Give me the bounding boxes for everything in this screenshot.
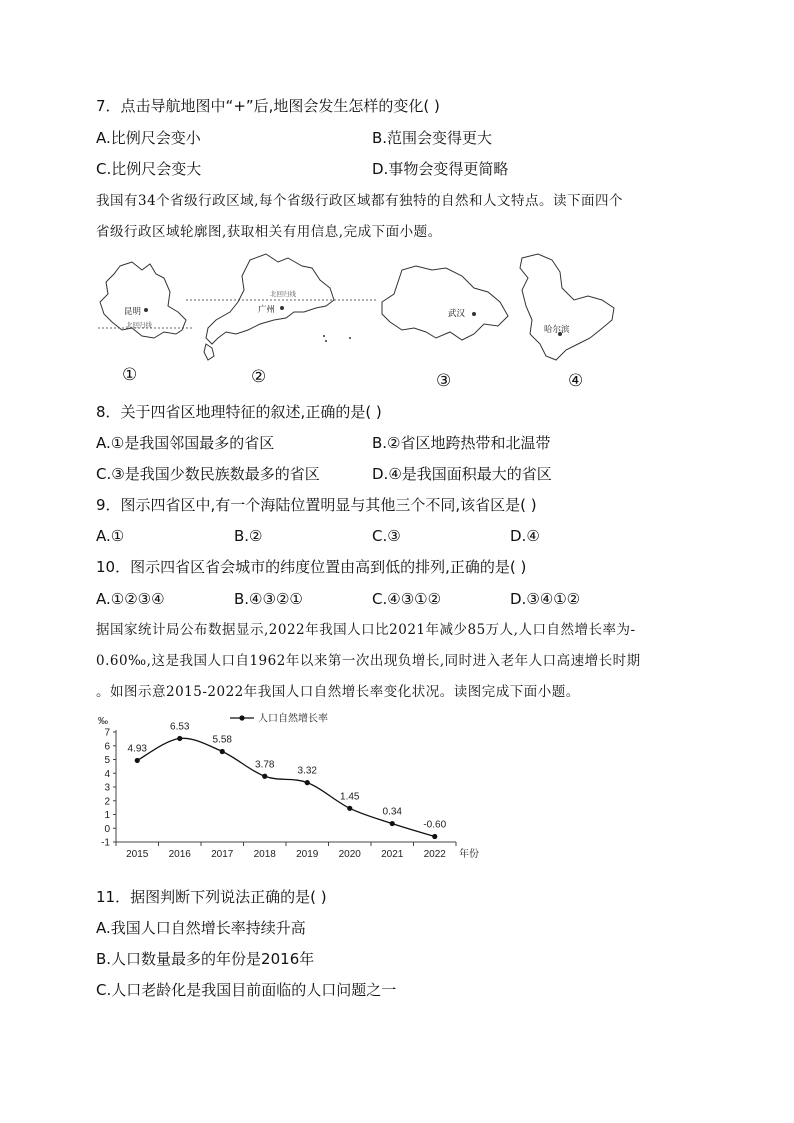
q11-stem: 11．据图判断下列说法正确的是( )	[96, 888, 327, 906]
q11-option-c: C.人口老龄化是我国目前面临的人口问题之一	[96, 981, 397, 999]
province-map-2-city: 广州	[258, 304, 276, 314]
chart-data-label: 1.45	[340, 791, 360, 803]
chart-x-tick-label: 2016	[168, 849, 191, 860]
province-map-1	[98, 262, 192, 384]
population-growth-chart	[90, 708, 490, 878]
chart-y-tick-label: 1	[104, 810, 110, 821]
population-intro-line2: 0.60‰,这是我国人口自1962年以来第一次出现负增长,同时进入老年人口高速增长时期	[96, 653, 641, 669]
q10-option-c: C.④③①②	[372, 590, 442, 608]
population-intro-line3: 。如图示意2015-2022年我国人口自然增长率变化状况。读图完成下面小题。	[96, 684, 580, 700]
q8-option-d: D.④是我国面积最大的省区	[372, 465, 552, 483]
chart-y-tick-label: -1	[101, 837, 110, 849]
q11-option-b: B.人口数量最多的年份是2016年	[96, 950, 315, 968]
chart-y-tick-label: 4	[104, 768, 110, 780]
q11-option-a: A.我国人口自然增长率持续升高	[96, 919, 306, 937]
chart-y-tick-label: 3	[104, 782, 110, 794]
chart-y-unit: ‰	[98, 716, 108, 727]
chart-y-tick-label: 7	[104, 727, 110, 739]
q7-option-d: D.事物会变得更简略	[372, 160, 509, 178]
q8-option-c: C.③是我国少数民族数最多的省区	[96, 465, 320, 483]
chart-data-point	[220, 749, 225, 754]
chart-data-point	[135, 758, 140, 763]
chart-y-tick-label: 6	[104, 741, 110, 753]
q10-option-a: A.①②③④	[96, 590, 165, 608]
province-map-4-city: 哈尔滨	[544, 324, 570, 334]
province-map-2-tropic: 北回归线	[270, 291, 296, 298]
chart-x-tick-label: 2019	[296, 849, 319, 860]
provinces-intro-line2: 省级行政区域轮廓图,获取相关有用信息,完成下面小题。	[96, 224, 442, 240]
q9-option-c: C.③	[372, 527, 401, 545]
province-map-3-city: 武汉	[448, 308, 466, 318]
chart-data-label: 0.34	[382, 806, 402, 818]
q7-option-b: B.范围会变得更大	[372, 129, 493, 147]
chart-x-tick-label: 2022	[423, 849, 446, 860]
chart-data-point	[390, 821, 395, 826]
q9-option-a: A.①	[96, 527, 125, 545]
chart-x-tick-label: 2017	[211, 849, 234, 860]
chart-data-label: -0.60	[423, 819, 447, 831]
chart-data-label: 3.78	[255, 759, 275, 771]
province-map-4	[520, 254, 614, 390]
province-map-3-number: ③	[436, 371, 452, 390]
province-map-3	[382, 266, 508, 390]
chart-y-tick-label: 5	[104, 755, 110, 766]
chart-y-tick-label: 2	[104, 796, 110, 808]
chart-x-tick-label: 2018	[253, 849, 276, 860]
q8-option-b: B.②省区地跨热带和北温带	[372, 434, 551, 452]
chart-data-point	[432, 834, 437, 839]
chart-data-point	[177, 736, 182, 741]
province-map-1-city: 昆明	[124, 306, 142, 316]
province-map-4-number: ④	[568, 371, 584, 390]
chart-data-label: 6.53	[170, 721, 190, 733]
province-map-2	[186, 254, 376, 386]
province-map-2-number: ②	[251, 367, 267, 386]
q10-stem: 10．图示四省区省会城市的纬度位置由高到低的排列,正确的是( )	[96, 558, 527, 576]
q8-stem: 8．关于四省区地理特征的叙述,正确的是( )	[96, 403, 382, 421]
chart-data-label: 5.58	[212, 734, 232, 746]
province-maps-figure	[90, 248, 630, 396]
provinces-intro-line1: 我国有34个省级行政区域,每个省级行政区域都有独特的自然和人文特点。读下面四个	[96, 193, 623, 209]
q9-option-b: B.②	[234, 527, 263, 545]
chart-x-unit: 年份	[459, 849, 479, 860]
chart-data-label: 4.93	[127, 743, 147, 755]
chart-x-tick-label: 2015	[126, 849, 149, 860]
q9-stem: 9．图示四省区中,有一个海陆位置明显与其他三个不同,该省区是( )	[96, 496, 537, 514]
chart-data-point	[347, 806, 352, 811]
chart-data-point	[262, 774, 267, 779]
q7-option-a: A.比例尺会变小	[96, 129, 201, 147]
q10-option-d: D.③④①②	[510, 590, 581, 608]
chart-legend-label: 人口自然增长率	[258, 713, 328, 725]
chart-y-tick-label: 0	[104, 823, 110, 835]
q8-option-a: A.①是我国邻国最多的省区	[96, 434, 275, 452]
population-intro-line1: 据国家统计局公布数据显示,2022年我国人口比2021年减少85万人,人口自然增长率为-	[96, 622, 636, 638]
chart-x-tick-label: 2021	[381, 849, 404, 860]
chart-x-tick-label: 2020	[338, 849, 361, 860]
chart-data-point	[305, 780, 310, 785]
q7-option-c: C.比例尺会变大	[96, 160, 202, 178]
q7-stem: 7．点击导航地图中“+”后,地图会发生怎样的变化( )	[96, 97, 440, 115]
q9-option-d: D.④	[510, 527, 540, 545]
chart-series-line	[137, 738, 435, 836]
province-map-1-number: ①	[122, 365, 138, 384]
chart-data-label: 3.32	[297, 765, 317, 777]
q10-option-b: B.④③②①	[234, 590, 303, 608]
chart-legend-marker	[239, 715, 244, 720]
province-map-1-tropic: 北回归线	[126, 322, 152, 329]
